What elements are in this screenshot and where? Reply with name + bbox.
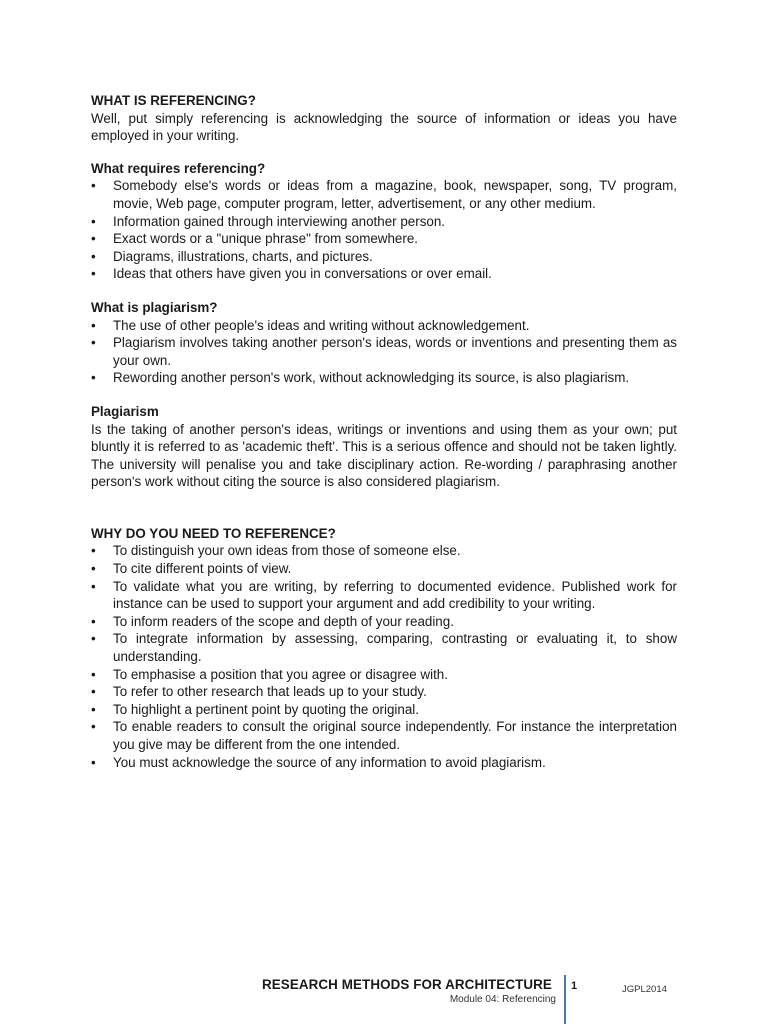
- list-item: • To distinguish your own ideas from those of someone else.: [91, 542, 677, 560]
- list-item: • To highlight a pertinent point by quoting the original.: [91, 701, 677, 719]
- footer-divider: [564, 975, 566, 1024]
- footer-code: JGPL2014: [622, 984, 667, 995]
- section-heading-what-is-referencing: WHAT IS REFERENCING?: [91, 93, 256, 108]
- page-number: 1: [571, 980, 578, 992]
- plagiarism-list: [91, 317, 677, 387]
- list-item: • To cite different points of view.: [91, 560, 677, 578]
- list-item: • Ideas that others have given you in conversations or over email.: [91, 265, 677, 283]
- section-heading-plagiarism: Plagiarism: [91, 403, 159, 419]
- list-item: • To integrate information by assessing, comparing, contrasting or evaluating it, to show understanding.: [91, 630, 677, 665]
- document-body: [91, 92, 677, 771]
- list-item: • To validate what you are writing, by referring to documented evidence. Published work for instance can be used to support your argument and add credibility to your writing.: [91, 578, 677, 613]
- section-heading-what-requires-referencing: What requires referencing?: [91, 160, 266, 176]
- list-item: • Rewording another person's work, without acknowledging its source, is also plagiarism.: [91, 369, 677, 387]
- section-heading-what-is-plagiarism: What is plagiarism?: [91, 299, 218, 315]
- list-item: • The use of other people's ideas and writing without acknowledgement.: [91, 317, 677, 335]
- list-item: • Exact words or a "unique phrase" from somewhere.: [91, 230, 677, 248]
- list-item: • Diagrams, illustrations, charts, and pictures.: [91, 248, 677, 266]
- list-item: • To enable readers to consult the original source independently. For instance the interpretation you give may be different from the one intended.: [91, 718, 677, 753]
- list-item: • You must acknowledge the source of any information to avoid plagiarism.: [91, 754, 677, 772]
- footer-subtitle: Module 04: Referencing: [449, 994, 556, 1005]
- list-item: • To inform readers of the scope and depth of your reading.: [91, 613, 677, 631]
- requires-list: [91, 177, 677, 283]
- list-item: • Plagiarism involves taking another person's ideas, words or inventions and presenting them as your own.: [91, 334, 677, 369]
- list-item: • To refer to other research that leads up to your study.: [91, 683, 677, 701]
- footer-title: RESEARCH METHODS FOR ARCHITECTURE: [262, 977, 552, 992]
- plagiarism-paragraph: Is the taking of another person's ideas, writings or inventions and using them as your own; put bluntly it is referred to as 'academic theft'. This is a serious offence and should not be taken lightly. The university will penalise you and take disciplinary action. Re-wording / paraphrasing another person's work without citing the source is also considered plagiarism.: [91, 421, 677, 490]
- why-list: [91, 542, 677, 771]
- list-item: • Somebody else's words or ideas from a magazine, book, newspaper, song, TV program, movie, Web page, computer program, letter, advertisement, or any other medium.: [91, 177, 677, 212]
- list-item: • To emphasise a position that you agree or disagree with.: [91, 666, 677, 684]
- list-item: • Information gained through interviewing another person.: [91, 213, 677, 231]
- section-heading-why-reference: WHY DO YOU NEED TO REFERENCE?: [91, 525, 336, 541]
- intro-paragraph: Well, put simply referencing is acknowledging the source of information or ideas you have employed in your writing.: [91, 110, 677, 144]
